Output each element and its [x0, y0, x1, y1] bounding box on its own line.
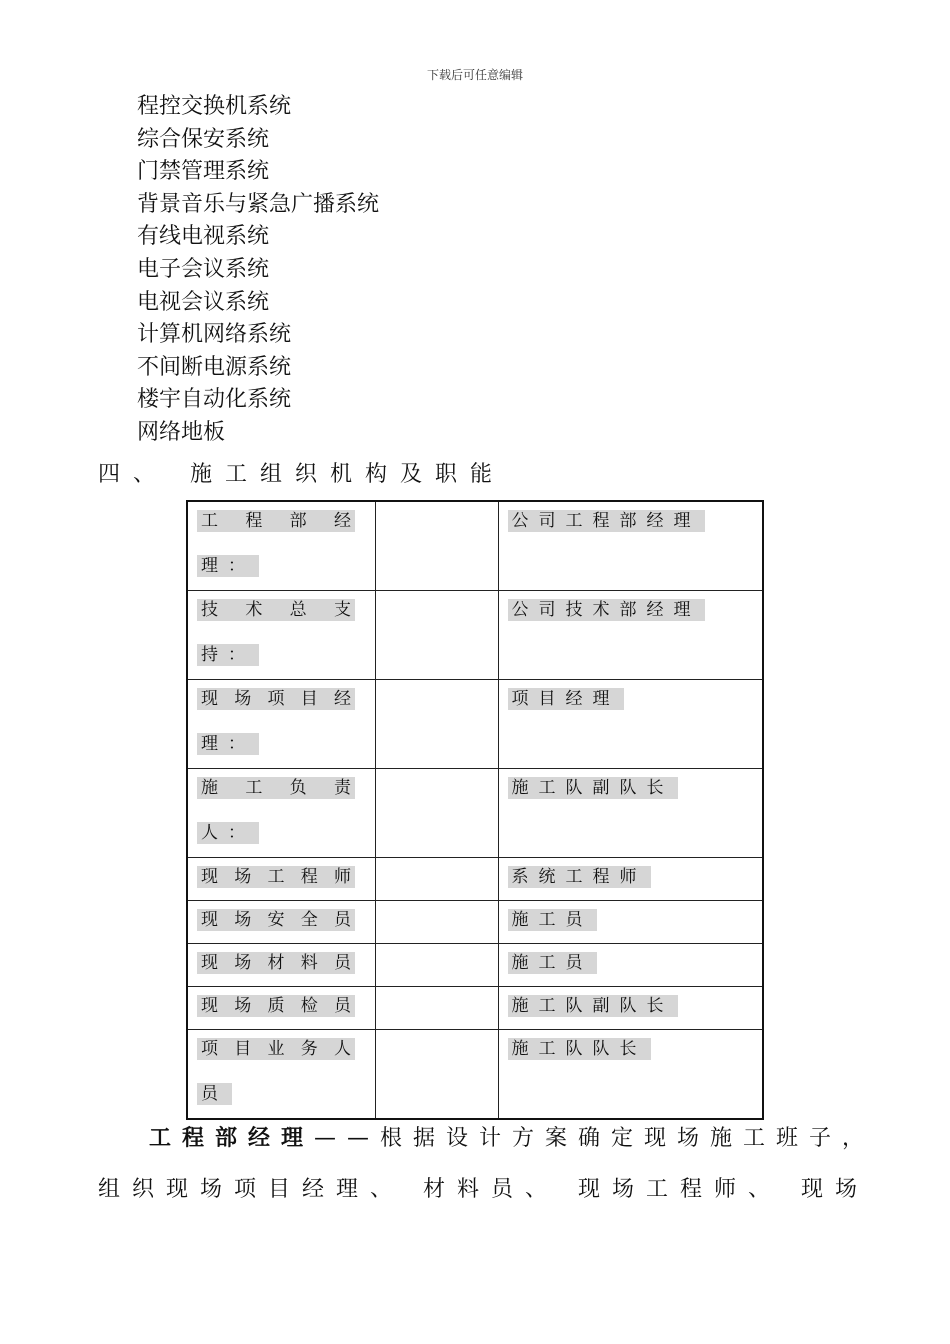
duty-label: 施工队队长 [508, 1038, 651, 1060]
list-item: 门禁管理系统 [137, 159, 270, 185]
role-label: 工 程 部 经 [197, 510, 355, 532]
section-number: 四、 [98, 462, 169, 487]
list-item: 有线电视系统 [137, 224, 270, 250]
role-label-continued: 人： [197, 822, 259, 844]
duty-label: 公司工程部经理 [508, 510, 705, 532]
duty-label: 项目经理 [508, 688, 624, 710]
table-row [187, 769, 763, 858]
duty-cell [498, 901, 763, 944]
page-header: 下载后可任意编辑 [426, 68, 523, 82]
list-item: 电视会议系统 [137, 289, 270, 315]
list-item: 计算机网络系统 [137, 322, 292, 348]
role-cell [187, 769, 375, 858]
paragraph-line-1 [149, 1121, 919, 1152]
role-label: 现 场 质 检 员 [197, 995, 355, 1017]
duty-cell [498, 987, 763, 1030]
role-cell [187, 591, 375, 680]
table-row [187, 901, 763, 944]
name-cell [375, 680, 498, 769]
paragraph-text: ——根据设计方案确定现场施工班子， [314, 1126, 876, 1151]
role-label: 技 术 总 支 [197, 599, 355, 621]
role-label: 施 工 负 责 [197, 777, 355, 799]
duty-label: 施工员 [508, 952, 597, 974]
role-cell [187, 944, 375, 987]
duty-label: 系统工程师 [508, 866, 651, 888]
list-item: 不间断电源系统 [137, 354, 292, 380]
table-row [187, 944, 763, 987]
name-cell [375, 901, 498, 944]
list-item: 程控交换机系统 [137, 94, 292, 119]
role-cell [187, 858, 375, 901]
table-row [187, 501, 763, 591]
role-label: 现 场 材 料 员 [197, 952, 355, 974]
table-row [187, 987, 763, 1030]
duty-label: 公司技术部经理 [508, 599, 705, 621]
duty-cell [498, 769, 763, 858]
list-item: 电子会议系统 [137, 256, 270, 282]
role-cell [187, 680, 375, 769]
role-label: 项 目 业 务 人 [197, 1038, 355, 1060]
name-cell [375, 987, 498, 1030]
name-cell [375, 769, 498, 858]
duty-cell [498, 1030, 763, 1120]
role-label-continued: 持： [197, 644, 259, 666]
list-item: 背景音乐与紧急广播系统 [137, 191, 380, 217]
list-item: 网络地板 [137, 419, 226, 445]
org-table [186, 500, 764, 1120]
role-label: 现 场 工 程 师 [197, 866, 355, 888]
duty-cell [498, 680, 763, 769]
role-label: 现 场 项 目 经 [197, 688, 355, 710]
name-cell [375, 858, 498, 901]
section-heading [98, 457, 505, 488]
table-row [187, 591, 763, 680]
list-item: 楼宇自动化系统 [137, 387, 292, 413]
duty-label: 施工员 [508, 909, 597, 931]
name-cell [375, 1030, 498, 1120]
duty-cell [498, 591, 763, 680]
table-row [187, 1030, 763, 1120]
list-item: 综合保安系统 [137, 126, 270, 152]
role-cell [187, 501, 375, 591]
role-label-continued: 员 [197, 1083, 232, 1105]
role-cell [187, 901, 375, 944]
role-cell [187, 987, 375, 1030]
role-cell [187, 1030, 375, 1120]
paragraph-lead: 工程部经理 [149, 1126, 315, 1151]
paragraph-line-2: 组织现场项目经理、 材料员、 现场工程师、 现场 [98, 1177, 869, 1202]
name-cell [375, 501, 498, 591]
duty-cell [498, 858, 763, 901]
duty-cell [498, 944, 763, 987]
duty-label: 施工队副队长 [508, 995, 678, 1017]
section-title: 施工组织机构及职能 [190, 462, 506, 487]
role-label-continued: 理： [197, 555, 259, 577]
duty-cell [498, 501, 763, 591]
system-list [137, 91, 379, 450]
table-row [187, 680, 763, 769]
name-cell [375, 944, 498, 987]
name-cell [375, 591, 498, 680]
duty-label: 施工队副队长 [508, 777, 678, 799]
table-row [187, 858, 763, 901]
role-label-continued: 理： [197, 733, 259, 755]
role-label: 现 场 安 全 员 [197, 909, 355, 931]
